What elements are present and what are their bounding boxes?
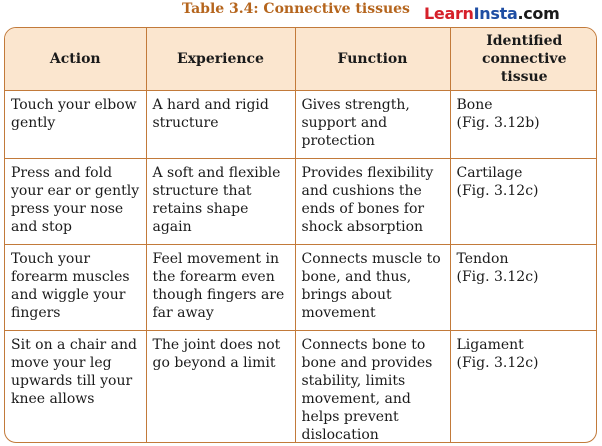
cell-experience: The joint does not go beyond a limit [146, 331, 295, 444]
table-row [5, 245, 597, 331]
cell-experience: A soft and flexible structure that retains shape again [146, 159, 295, 245]
cell-tissue [450, 159, 597, 245]
cell-tissue [450, 91, 597, 159]
header-function: Function [295, 28, 450, 91]
cell-action: Sit on a chair and move your leg upwards till your knee allows [5, 331, 146, 444]
cell-action: Press and fold your ear or gently press your nose and stop [5, 159, 146, 245]
figure-reference: (Fig. 3.12c) [456, 269, 539, 285]
figure-reference: (Fig. 3.12c) [456, 355, 539, 371]
header-action: Action [5, 28, 146, 91]
tissue-name: Tendon [456, 251, 509, 267]
table-row [5, 159, 597, 245]
cell-function: Connects muscle to bone, and thus, brings about movement [295, 245, 450, 331]
table-title: Table 3.4: Connective tissues [182, 1, 410, 17]
cell-function: Gives strength, support and protection [295, 91, 450, 159]
table [5, 28, 597, 443]
brand-logo-com: .com [517, 4, 560, 23]
cell-function: Connects bone to bone and provides stability, limits movement, and helps prevent dislocation [295, 331, 450, 444]
connective-tissues-table [4, 27, 597, 443]
tissue-name: Cartilage [456, 165, 523, 181]
brand-logo-insta: Insta [473, 4, 518, 23]
cell-action: Touch your forearm muscles and wiggle your fingers [5, 245, 146, 331]
figure-reference: (Fig. 3.12b) [456, 115, 540, 131]
brand-logo-learn: Learn [424, 4, 474, 23]
header-row [5, 28, 597, 91]
cell-experience: A hard and rigid structure [146, 91, 295, 159]
cell-experience: Feel movement in the forearm even though fingers are far away [146, 245, 295, 331]
header-tissue: Identified connective tissue [450, 28, 597, 91]
cell-tissue [450, 331, 597, 444]
table-row [5, 331, 597, 444]
table-row [5, 91, 597, 159]
cell-action: Touch your elbow gently [5, 91, 146, 159]
brand-logo[interactable] [424, 4, 560, 23]
table-caption [0, 0, 602, 24]
tissue-name: Ligament [456, 337, 524, 353]
cell-function: Provides flexibility and cushions the ends of bones for shock absorption [295, 159, 450, 245]
header-experience: Experience [146, 28, 295, 91]
figure-reference: (Fig. 3.12c) [456, 183, 539, 199]
tissue-name: Bone [456, 97, 493, 113]
cell-tissue [450, 245, 597, 331]
